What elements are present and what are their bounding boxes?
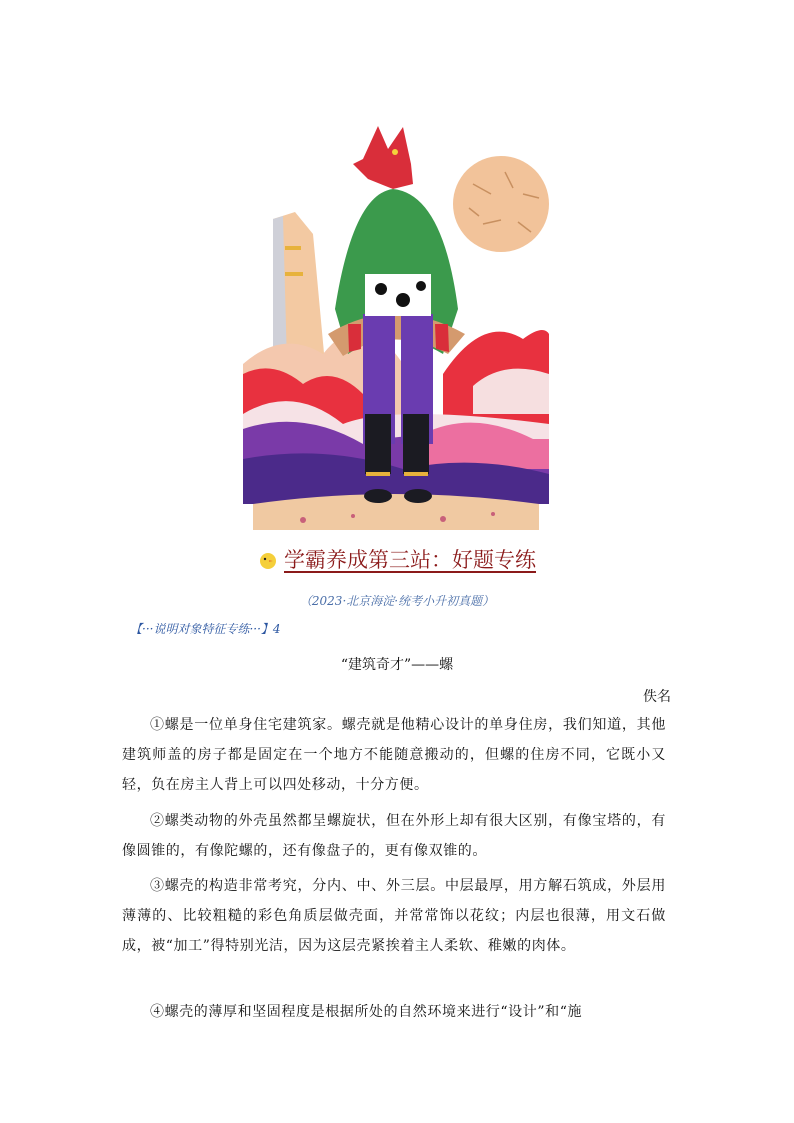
paragraph-4: ④螺壳的薄厚和坚固程度是根据所处的自然环境来进行“设计”和“施: [150, 1004, 583, 1020]
chick-icon: [258, 550, 278, 570]
article-author: 佚名: [643, 689, 671, 705]
paragraph-2: ②螺类动物的外壳虽然都呈螺旋状，但在外形上却有很大区别，有像宝塔的，有像圆锥的，有像陀螺的，还有像盘子的，更有像双锥的。: [122, 813, 666, 859]
article-title: “建筑奇才”——螺: [340, 657, 454, 673]
section-heading: [0, 544, 794, 574]
exercise-tag: [130, 620, 281, 637]
fox-illustration: [243, 124, 549, 530]
paragraph-1: ①螺是一位单身住宅建筑家。螺壳就是他精心设计的单身住房，我们知道，其他建筑师盖的房子都是固定在一个地方不能随意搬动的，但螺的住房不同，它既小又轻，负在房主人背上可以四处移动，十分方便。: [122, 717, 666, 793]
tag-label: 【···说明对象特征专练···】: [130, 622, 273, 636]
heading-title: 学霸养成第三站：好题专练: [284, 548, 536, 572]
paragraph-3: ③螺壳的构造非常考究，分内、中、外三层。中层最厚，用方解石筑成，外层用薄薄的、比较粗糙的彩色角质层做壳面，并常常饰以花纹；内层也很薄，用文石做成，被“加工”得特别光洁，因为这层壳紧挨着主人柔软、稚嫩的肉体。: [122, 878, 666, 954]
source-note: （2023·北京海淀·统考小升初真题）: [299, 594, 495, 608]
tag-number: 4: [272, 622, 281, 636]
